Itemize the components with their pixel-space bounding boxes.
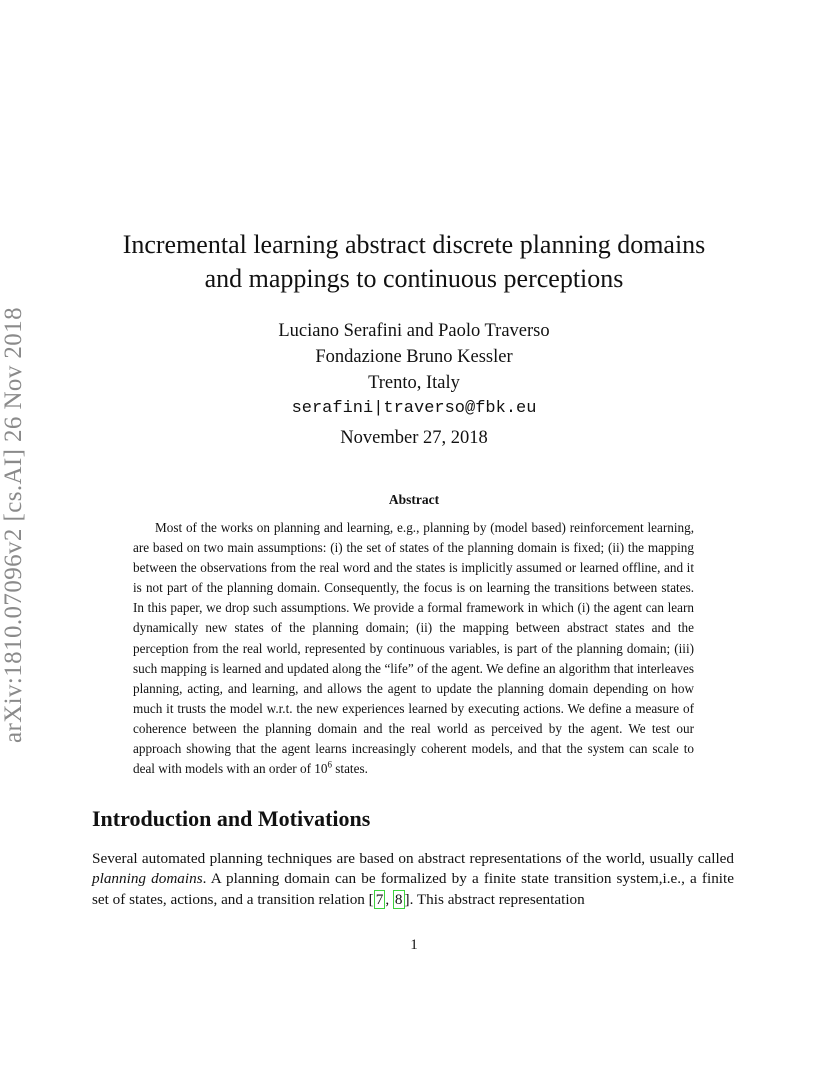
abstract-exponent: 6	[327, 759, 332, 770]
page-number: 1	[410, 937, 418, 953]
citation-link-8[interactable]: 8	[394, 890, 403, 908]
author-email: serafini|traverso@fbk.eu	[291, 399, 537, 418]
abstract-text: Most of the works on planning and learning, e.g., planning by (model based) reinforcement learning, are based on two main assumptions: (i) the set of states of the planning domain is fixed; (ii) the mapping between the observations from the real word and the states is implicitly assumed or learned offline, and it is not part of the planning domain. Consequently, the focus is on learning the transitions between states. In this paper, we drop such assumptions. We provide a formal framework in which (i) the agent can learn dynamically new states of the planning domain; (ii) the mapping between abstract states and the perception from the real world, represented by continuous variables, is part of the planning domain; (iii) such mapping is learned and updated along the “life” of the agent. We define an algorithm that interleaves planning, acting, and learning, and allows the agent to update the planning domain depending on how much it trusts the model w.r.t. the new experiences learned by executing actions. We define a measure of coherence between the planning domain and the real world as perceived by the agent. We test our approach showing that the agent learns increasingly coherent models, and that the system can scale to deal with models with an order of 10	[133, 520, 694, 777]
abstract-text-end: states.	[331, 761, 368, 777]
author-names: Luciano Serafini and Paolo Traverso	[278, 321, 550, 341]
citation-link-7[interactable]: 7	[375, 890, 384, 908]
paper-title	[60, 228, 768, 296]
section-heading-introduction: Introduction and Motivations	[92, 806, 371, 831]
introduction-paragraph	[92, 849, 734, 910]
paper-date: November 27, 2018	[340, 428, 488, 448]
author-affiliation: Fondazione Bruno Kessler	[315, 347, 513, 367]
author-block	[0, 318, 828, 422]
author-location: Trento, Italy	[368, 373, 460, 393]
paper-title-line-1: Incremental learning abstract discrete planning domains	[122, 230, 706, 259]
intro-text-2: . A planning domain can be formalized by a finite state transition system,i.e., a finite set of states, actions, and a transition relation [	[92, 870, 734, 908]
paper-title-line-2: and mappings to continuous perceptions	[204, 264, 624, 293]
intro-text-1: Several automated planning techniques are based on abstract representations of the world, usually called	[92, 850, 734, 867]
intro-text-3: ]. This abstract representation	[404, 890, 585, 908]
arxiv-identifier-text: arXiv:1810.07096v2 [cs.AI] 26 Nov 2018	[0, 307, 27, 743]
citation-separator: ,	[385, 890, 393, 908]
intro-emphasis: planning domains	[92, 870, 203, 888]
abstract-paragraph	[133, 518, 694, 779]
abstract-heading: Abstract	[388, 492, 440, 507]
